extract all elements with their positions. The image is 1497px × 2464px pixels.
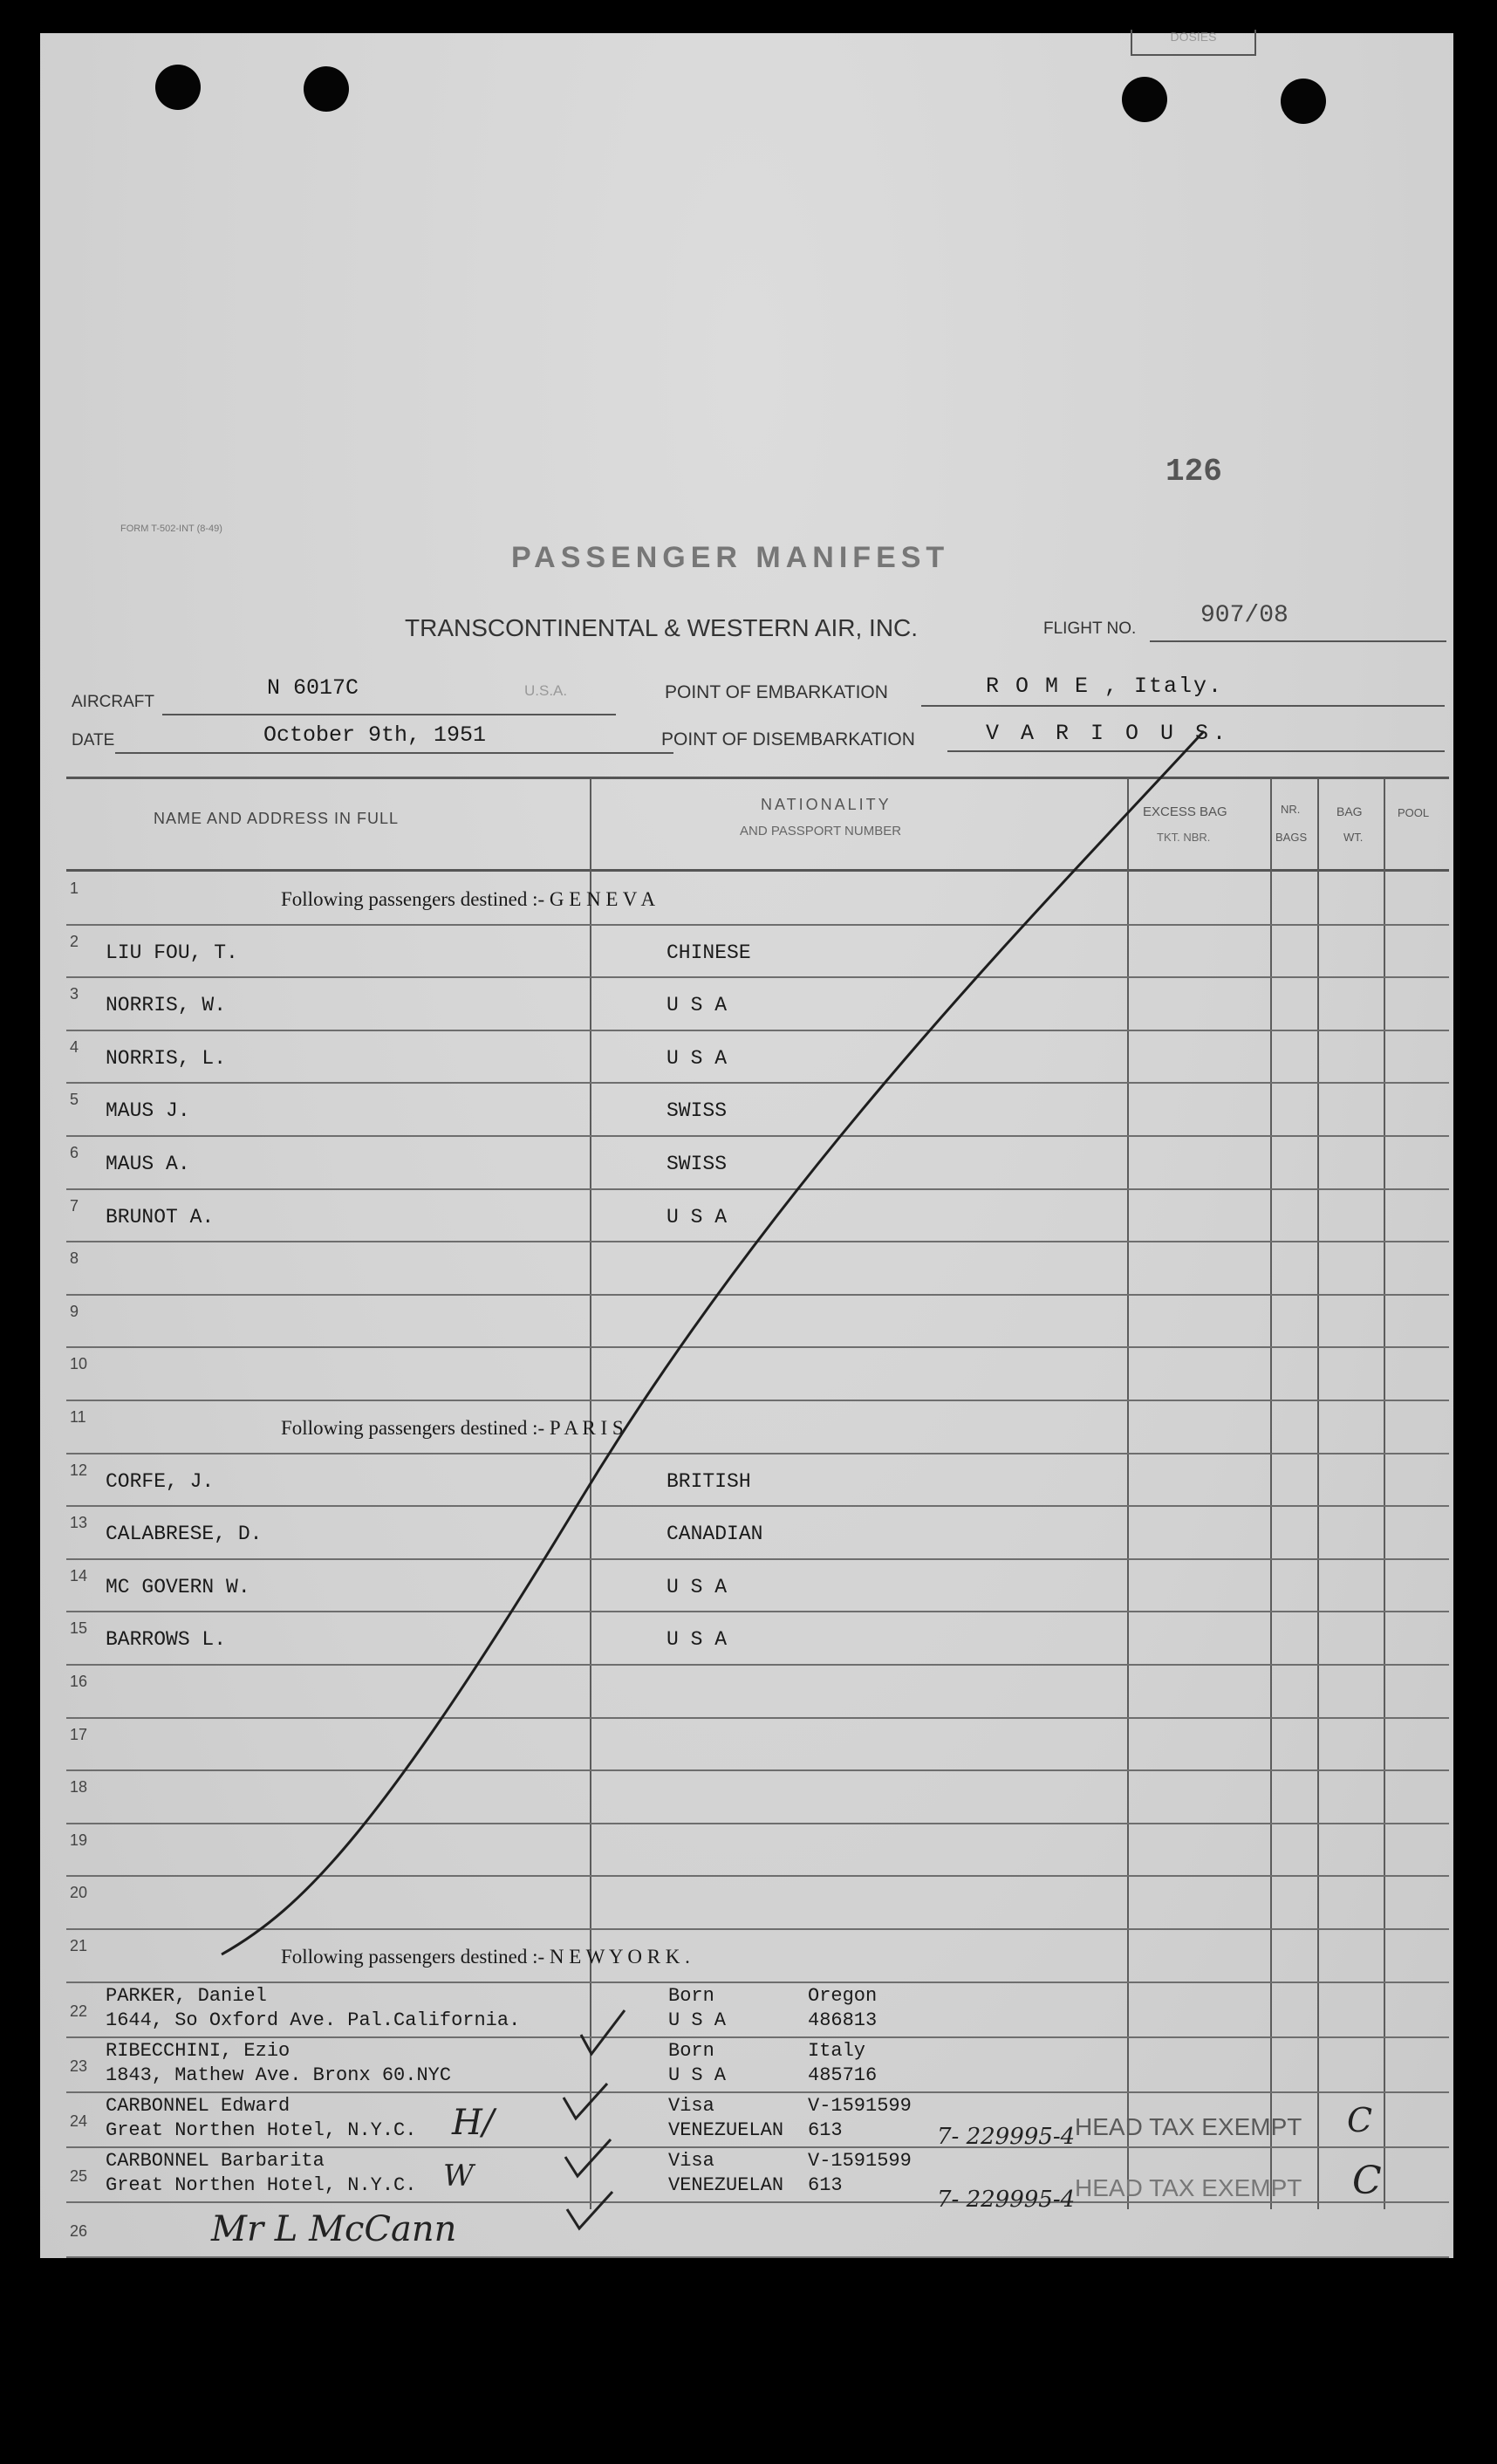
- row-number: 5: [70, 1091, 79, 1109]
- ny-passenger-b2: VENEZUELAN: [668, 2173, 784, 2196]
- destination-header: Following passengers destined :- G E N E V A: [281, 888, 656, 910]
- flight-number: 907/08: [1200, 602, 1289, 629]
- row-number: 25: [70, 2166, 88, 2185]
- ny-passenger-c2: 613: [808, 2173, 843, 2196]
- date-label: DATE: [72, 731, 115, 749]
- ny-passenger-b2: U S A: [668, 2064, 727, 2086]
- passenger-name: CALABRESE, D.: [106, 1523, 263, 1546]
- passenger-name: LIU FOU, T.: [106, 941, 238, 964]
- col-header-bag: BAG: [1336, 804, 1363, 818]
- row-number: 18: [70, 1778, 88, 1797]
- handwritten-number-1: 7- 229995-4: [937, 2124, 1076, 2150]
- ny-passenger-c1: Oregon: [808, 1984, 878, 2007]
- row-number: 22: [70, 2002, 88, 2020]
- col-header-tkt: TKT. NBR.: [1157, 831, 1211, 844]
- ny-passenger-c2: 613: [808, 2118, 843, 2141]
- head-tax-stamp-1: HEAD TAX EXEMPT: [1075, 2113, 1302, 2140]
- row-number: 4: [70, 1037, 79, 1056]
- row-number: 13: [70, 1514, 88, 1532]
- destination-header: Following passengers destined :- P A R I S: [281, 1417, 624, 1439]
- passenger-nationality: SWISS: [666, 1099, 728, 1123]
- passenger-nationality: CANADIAN: [666, 1523, 763, 1546]
- row-number: 17: [70, 1725, 88, 1743]
- col-header-passport: AND PASSPORT NUMBER: [740, 824, 902, 838]
- col-header-wt: WT.: [1343, 831, 1364, 844]
- row-number: 14: [70, 1566, 88, 1584]
- passenger-nationality: SWISS: [666, 1153, 728, 1175]
- ny-passenger-b1: Visa: [668, 2149, 714, 2172]
- row-number: 2: [70, 932, 79, 950]
- row-number: 10: [70, 1355, 88, 1373]
- row-number: 20: [70, 1884, 88, 1902]
- ny-passenger-l2: Great Northen Hotel, N.Y.C.: [106, 2173, 417, 2196]
- passenger-nationality: U S A: [666, 994, 728, 1017]
- aircraft-label: AIRCRAFT: [72, 693, 154, 711]
- ny-passenger-c1: V-1591599: [808, 2149, 912, 2172]
- col-header-name: NAME AND ADDRESS IN FULL: [154, 810, 400, 827]
- col-header-excess: EXCESS BAG: [1143, 804, 1227, 819]
- row-number: 11: [70, 1408, 86, 1426]
- passenger-nationality: U S A: [666, 1575, 728, 1598]
- row-number: 26: [70, 2221, 88, 2240]
- passenger-nationality: U S A: [666, 1046, 728, 1070]
- col-header-nationality: NATIONALITY: [761, 796, 892, 813]
- row-number: 16: [70, 1673, 88, 1690]
- ny-passenger-b1: Born: [668, 1984, 714, 2007]
- ny-passenger-l1: PARKER, Daniel: [106, 1984, 267, 2007]
- passenger-name: BRUNOT A.: [106, 1205, 215, 1229]
- ny-passenger-l1: CARBONNEL Edward: [106, 2094, 291, 2117]
- ny-passenger-b1: Visa: [668, 2094, 714, 2117]
- passenger-nationality: BRITISH: [666, 1469, 751, 1493]
- signature: Mr L McCann: [211, 2209, 457, 2249]
- passenger-nationality: CHINESE: [666, 941, 751, 964]
- row-number: 6: [70, 1144, 79, 1161]
- destination-header: Following passengers destined :- N E W Y O R K .: [281, 1946, 690, 1968]
- c-mark-2: C: [1352, 2159, 1382, 2203]
- passenger-name: NORRIS, L.: [106, 1046, 227, 1070]
- ny-passenger-l1: CARBONNEL Barbarita: [106, 2149, 325, 2172]
- row-number: 24: [70, 2112, 88, 2130]
- passenger-name: CORFE, J.: [106, 1469, 215, 1493]
- row-number: 1: [70, 880, 79, 897]
- row-number: 23: [70, 2057, 88, 2075]
- ny-passenger-c2: 485716: [808, 2064, 878, 2086]
- row-number: 21: [70, 1937, 88, 1954]
- company-name: TRANSCONTINENTAL & WESTERN AIR, INC.: [405, 614, 919, 641]
- ny-passenger-l2: Great Northen Hotel, N.Y.C.: [106, 2118, 417, 2141]
- ny-passenger-c1: V-1591599: [808, 2094, 912, 2117]
- ny-passenger-b2: U S A: [668, 2009, 727, 2031]
- handwritten-w: W: [443, 2159, 474, 2194]
- top-stamp: DOSIES: [1131, 30, 1256, 56]
- ny-passenger-l2: 1843, Mathew Ave. Bronx 60.NYC: [106, 2064, 452, 2086]
- handwritten-initials: H/: [452, 2103, 495, 2143]
- passenger-nationality: U S A: [666, 1628, 728, 1652]
- passenger-name: MAUS A.: [106, 1153, 190, 1175]
- form-number: FORM T-502-INT (8-49): [120, 524, 222, 534]
- passenger-name: MC GOVERN W.: [106, 1575, 250, 1598]
- col-header-nr: NR.: [1281, 803, 1301, 816]
- row-number: 9: [70, 1302, 79, 1320]
- row-number: 8: [70, 1249, 79, 1268]
- passenger-name: BARROWS L.: [106, 1628, 227, 1652]
- c-mark-1: C: [1347, 2101, 1373, 2139]
- passenger-name: MAUS J.: [106, 1099, 190, 1123]
- passenger-nationality: U S A: [666, 1205, 728, 1229]
- aircraft-value: N 6017C: [267, 675, 359, 701]
- page-title: PASSENGER MANIFEST: [511, 541, 950, 574]
- embarkation-label: POINT OF EMBARKATION: [665, 682, 888, 702]
- aircraft-registry: U.S.A.: [524, 682, 568, 699]
- row-number: 19: [70, 1831, 88, 1849]
- ny-passenger-c1: Italy: [808, 2039, 866, 2062]
- flight-label: FLIGHT NO.: [1043, 619, 1137, 638]
- disembarkation-value: V A R I O U S.: [986, 721, 1231, 746]
- date-value: October 9th, 1951: [263, 722, 487, 748]
- page-number: 126: [1165, 454, 1222, 489]
- row-number: 12: [70, 1461, 88, 1479]
- row-number: 15: [70, 1619, 88, 1638]
- check-marks: [40, 33, 1453, 2258]
- row-number: 3: [70, 985, 79, 1003]
- col-header-pool: POOL: [1398, 806, 1430, 819]
- ny-passenger-c2: 486813: [808, 2009, 878, 2031]
- ny-passenger-l2: 1644, So Oxford Ave. Pal.California.: [106, 2009, 521, 2031]
- embarkation-value: R O M E , Italy.: [986, 674, 1224, 699]
- col-header-bags: BAGS: [1275, 831, 1308, 844]
- ny-passenger-l1: RIBECCHINI, Ezio: [106, 2039, 291, 2062]
- ny-passenger-b1: Born: [668, 2039, 714, 2062]
- disembarkation-label: POINT OF DISEMBARKATION: [661, 729, 915, 749]
- row-number: 7: [70, 1196, 79, 1215]
- passenger-name: NORRIS, W.: [106, 994, 227, 1017]
- manifest-sheet: [40, 30, 1453, 2258]
- ny-passenger-b2: VENEZUELAN: [668, 2118, 784, 2141]
- head-tax-stamp-2: HEAD TAX EXEMPT: [1075, 2174, 1302, 2201]
- handwritten-number-2: 7- 229995-4: [937, 2187, 1076, 2213]
